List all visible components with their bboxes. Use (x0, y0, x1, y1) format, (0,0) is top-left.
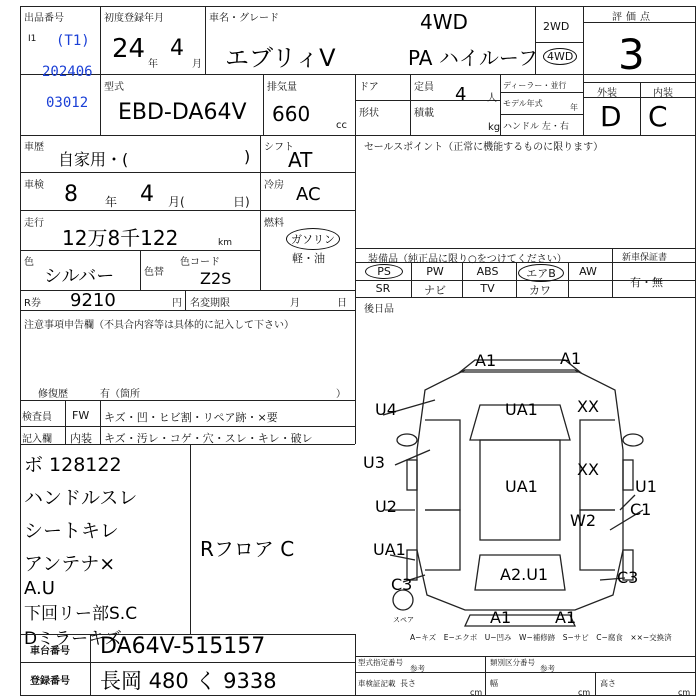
drive-option-2wd: 2WD (543, 20, 570, 33)
drive-type-handwritten: 4WD (420, 10, 468, 34)
mark-c3-right: C3 (617, 568, 639, 587)
model-code: EBD-DA64V (118, 100, 247, 125)
note-line-6: 下回リー部S.C (24, 604, 138, 624)
mark-u4: U4 (375, 400, 397, 419)
note-line-1: ボ 128122 (24, 454, 122, 476)
fw-label: FW (72, 409, 90, 422)
inspection-year-unit: 年 (105, 195, 118, 209)
repair-history-value: 有（箇所 (100, 389, 140, 400)
inspector-label: 検査員 (22, 412, 52, 423)
note-line-3: シートキレ (24, 520, 119, 542)
spare-label: スペア (393, 616, 414, 624)
height-label: 高さ (600, 679, 616, 688)
equipment-tv: TV (480, 282, 495, 295)
chassis-number: DA64V-515157 (100, 634, 266, 659)
model-year-unit: 年 (570, 103, 578, 112)
displacement-label: 排気量 (267, 82, 297, 93)
color-code-label: 色コード (180, 257, 220, 268)
color-change-label: 色替 (144, 267, 164, 278)
repair-history-close: ） (336, 389, 346, 400)
inspection-month-unit: 月( (168, 195, 185, 209)
history-value: 自家用・( (58, 150, 129, 169)
note-line-2: ハンドルスレ (24, 487, 138, 509)
floor-note: Rフロア C (200, 537, 295, 561)
registration-label: 登録番号 (30, 676, 70, 687)
ac-value: AC (296, 184, 321, 205)
color-label: 色 (24, 257, 34, 268)
mark-a1-rear-left: A1 (490, 608, 512, 627)
car-name: エブリィV (225, 44, 336, 72)
ac-label: 冷房 (264, 180, 284, 191)
equipment-navi: ナビ (424, 284, 446, 297)
note-line-4: アンテナ× (24, 553, 116, 575)
recycle-value: 9210 (70, 290, 116, 311)
class-number-ref: 参考 (540, 664, 555, 673)
name-change-label: 名変期限 (190, 298, 230, 309)
lot-number-line-3: 03012 (46, 95, 89, 111)
handle-label: ハンドル 左・右 (503, 122, 569, 132)
damage-legend: A−キズ E−エクボ U−凹み W−補修跡 S−サビ C−腐食 ××−交換済 (410, 633, 672, 642)
equipment-pw: PW (426, 265, 444, 278)
inspection-label: 車検 (24, 180, 44, 191)
mark-ua1-side: UA1 (373, 540, 406, 559)
capacity-label: 定員 (414, 82, 434, 93)
warranty-label: 新車保証書 (622, 253, 668, 263)
fuel-label: 燃料 (264, 218, 284, 229)
lot-prefix: I1 (28, 34, 37, 44)
shape-label: 形状 (359, 108, 379, 119)
width-label: 幅 (490, 679, 498, 688)
chassis-label: 車台番号 (30, 646, 70, 657)
capacity-value: 4 (455, 84, 467, 105)
mark-a1-rear-right: A1 (555, 608, 577, 627)
name-change-day: 日 (337, 298, 347, 309)
length-unit: cm (470, 688, 483, 697)
damage-diagram (355, 330, 696, 630)
warranty-value: 有・無 (630, 276, 663, 289)
first-registration-month: 4 (170, 36, 184, 61)
equipment-sr: SR (375, 282, 391, 295)
history-close: ) (244, 147, 251, 166)
mark-xx-front: XX (577, 397, 599, 416)
equipment-label: 装備品（純正品に限り○をつけてください） (368, 254, 567, 265)
equipment-leather: カワ (529, 284, 551, 297)
mark-a1-front-left: A1 (475, 351, 497, 370)
class-number-label: 類別区分番号 (490, 658, 535, 667)
recycle-label: R券 (24, 298, 41, 309)
interior-label: 内装 (653, 88, 673, 99)
handwritten-notes (24, 450, 137, 649)
exterior-grade: D (600, 100, 622, 133)
displacement-value: 660 (272, 102, 311, 126)
inspection-day-unit: 日) (233, 195, 250, 209)
color-code-value: Z2S (200, 269, 232, 288)
lot-number-line-1: (T1) (56, 33, 90, 49)
displacement-unit: cc (336, 120, 347, 131)
equipment-aw: AW (579, 265, 597, 278)
mark-c3-left: C3 (391, 575, 413, 594)
interior-items: キズ・汚レ・コゲ・穴・スレ・キレ・破レ (104, 432, 313, 445)
entry-label: 記入欄 (22, 434, 52, 445)
type-designation-label: 型式指定番号 (358, 658, 403, 667)
note-line-5: A.U (24, 578, 55, 599)
interior-grade: C (648, 100, 668, 133)
shift-value: AT (288, 148, 313, 172)
lot-number-line-2: 202406 (42, 64, 93, 80)
door-label: ドア (359, 82, 379, 93)
load-unit: kg (488, 122, 501, 133)
color-value: シルバー (44, 266, 115, 287)
caution-label: 注意事項申告欄（不具合内容等は具体的に記入して下さい） (24, 320, 294, 331)
model-year-label: モデル年式 (503, 99, 543, 108)
first-registration-year-unit: 年 (148, 59, 158, 70)
first-registration-label: 初度登録年月 (104, 13, 164, 24)
mark-u3: U3 (363, 453, 385, 472)
sales-point-label: セールスポイント（正常に機能するものに限ります） (364, 142, 604, 153)
mark-u1: U1 (635, 477, 657, 496)
score-label: 評価点 (612, 12, 654, 23)
mark-ua1-hood: UA1 (505, 400, 538, 419)
model-label: 型式 (104, 82, 124, 93)
mark-u2: U2 (375, 497, 397, 516)
mark-w2: W2 (570, 511, 596, 530)
certificate-label: 車検証記載 (358, 679, 396, 688)
fw-items: キズ・凹・ヒビ割・リペア跡・×要 (104, 411, 278, 424)
interior-items-label: 内装 (70, 432, 92, 445)
drive-option-4wd: 4WD (543, 48, 577, 65)
equipment-ps: PS (365, 264, 403, 279)
first-registration-year: 24 (112, 34, 146, 64)
repair-history-label: 修復歴 (38, 389, 68, 400)
inspection-year: 8 (64, 182, 78, 207)
mark-c1: C1 (630, 500, 652, 519)
width-unit: cm (578, 688, 591, 697)
mark-a2u1: A2.U1 (500, 565, 549, 584)
later-items-label: 後日品 (364, 304, 394, 315)
score-value: 3 (618, 30, 645, 79)
recycle-unit: 円 (172, 298, 182, 309)
car-name-label: 車名・グレード (209, 13, 279, 24)
history-label: 車歴 (24, 142, 44, 153)
mark-xx-side: XX (577, 460, 599, 479)
equipment-airbag: エアB (518, 264, 564, 282)
equipment-grid (360, 262, 610, 297)
mileage-value: 12万8千122 (62, 226, 179, 250)
shift-label: シフト (264, 142, 294, 153)
load-label: 積載 (414, 108, 434, 119)
capacity-unit: 人 (487, 93, 497, 104)
name-change-month: 月 (290, 298, 300, 309)
lot-number-label: 出品番号 (24, 13, 64, 24)
inspection-month: 4 (140, 182, 154, 207)
equipment-abs: ABS (476, 265, 499, 278)
dealer-label: ディーラー・並行 (503, 81, 567, 90)
exterior-label: 外装 (597, 88, 617, 99)
note-line-7: Dミラーキズ (24, 629, 122, 649)
length-label: 長さ (400, 679, 416, 688)
first-registration-month-unit: 月 (192, 59, 202, 70)
mark-a1-front-right: A1 (560, 349, 582, 368)
height-unit: cm (678, 688, 691, 697)
fuel-diesel: 軽・油 (292, 252, 325, 265)
mileage-label: 走行 (24, 218, 44, 229)
fuel-gasoline: ガソリン (286, 228, 340, 250)
type-designation-ref: 参考 (410, 664, 425, 673)
grade: PA ハイルーフ (408, 46, 538, 70)
mileage-unit: km (218, 238, 232, 248)
mark-ua1-roof: UA1 (505, 477, 538, 496)
registration-number: 長岡 480 く 9338 (100, 669, 277, 693)
